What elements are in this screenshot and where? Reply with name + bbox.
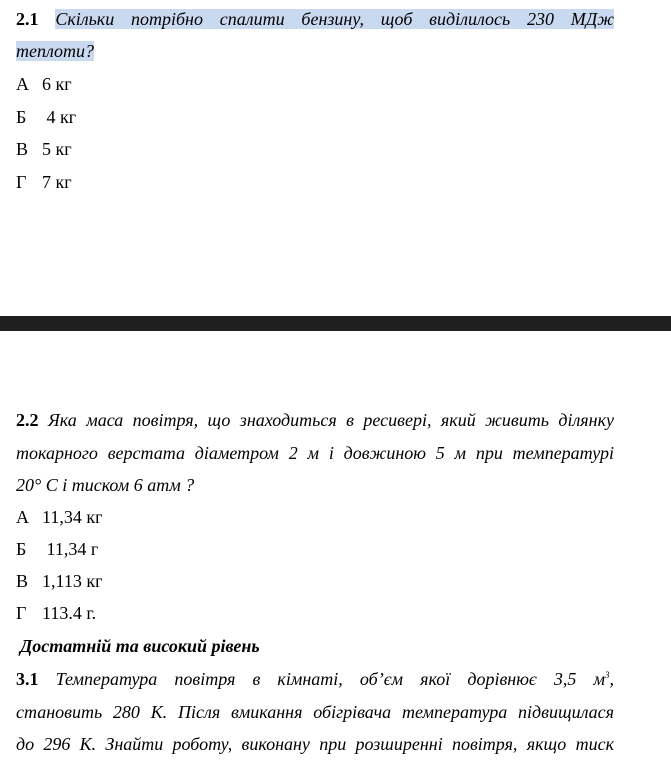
question-2-2-text-3: 20° С і тиском 6 атм ? (16, 475, 195, 495)
option-2-2-c (16, 569, 102, 593)
option-2-1-a (16, 72, 72, 96)
question-2-2-text-2: токарного верстата діаметром 2 м і довжиною 5 м при температурі (16, 443, 614, 463)
question-2-2-line-1 (16, 408, 614, 432)
option-2-2-d (16, 601, 96, 625)
option-letter: А (16, 507, 29, 527)
section-heading: Достатній та високий рівень (20, 636, 260, 656)
option-2-1-c (16, 137, 72, 161)
question-2-2-number: 2.2 (16, 410, 39, 430)
option-text: 113.4 г. (42, 603, 97, 623)
page-separator (0, 316, 671, 331)
option-2-1-d (16, 170, 72, 194)
question-3-1-text-2: становить 280 К. Після вмикання обігрівача температура підвищилася (16, 702, 614, 722)
question-3-1-line-3 (16, 732, 614, 756)
page-bottom (0, 331, 671, 766)
option-text: 7 кг (42, 172, 72, 192)
option-2-2-b (16, 537, 98, 561)
question-2-1-line-2 (16, 39, 614, 63)
option-text: 6 кг (42, 74, 72, 94)
option-text: 11,34 г (42, 539, 99, 559)
question-3-1-text-1-main: Температура повітря в кімнаті, об’єм якої дорівнює 3,5 м (55, 669, 605, 689)
question-3-1-number: 3.1 (16, 669, 39, 689)
option-text: 11,34 кг (42, 507, 103, 527)
option-letter: В (16, 571, 29, 591)
option-letter: Г (16, 603, 27, 623)
question-3-1-line-2 (16, 700, 614, 724)
unit-exponent: 3 (605, 670, 610, 680)
page-top (0, 0, 671, 316)
question-2-2-line-2 (16, 441, 614, 465)
question-2-1-text-1: Скільки потрібно спалити бензину, щоб виділилось 230 МДж (55, 9, 614, 29)
question-2-1-line-1 (16, 7, 614, 31)
option-letter: В (16, 139, 29, 159)
question-2-1-text-2: теплоти? (16, 41, 95, 61)
option-letter: Б (16, 539, 27, 559)
option-letter: Г (16, 172, 27, 192)
option-2-1-b (16, 105, 76, 129)
question-3-1-text-3: до 296 К. Знайти роботу, виконану при розширенні повітря, якщо тиск (16, 734, 614, 754)
question-2-1-number: 2.1 (16, 9, 39, 29)
question-2-2-text-1: Яка маса повітря, що знаходиться в ресивері, який живить ділянку (47, 410, 615, 430)
option-2-2-a (16, 505, 102, 529)
option-text: 1,113 кг (42, 571, 103, 591)
option-letter: А (16, 74, 29, 94)
option-letter: Б (16, 107, 27, 127)
question-3-1-text-1-end: , (609, 669, 614, 689)
question-3-1-text-1 (56, 669, 614, 689)
option-text: 4 кг (42, 107, 77, 127)
option-text: 5 кг (42, 139, 72, 159)
question-3-1-line-1 (16, 667, 614, 691)
question-2-2-line-3 (16, 473, 614, 497)
